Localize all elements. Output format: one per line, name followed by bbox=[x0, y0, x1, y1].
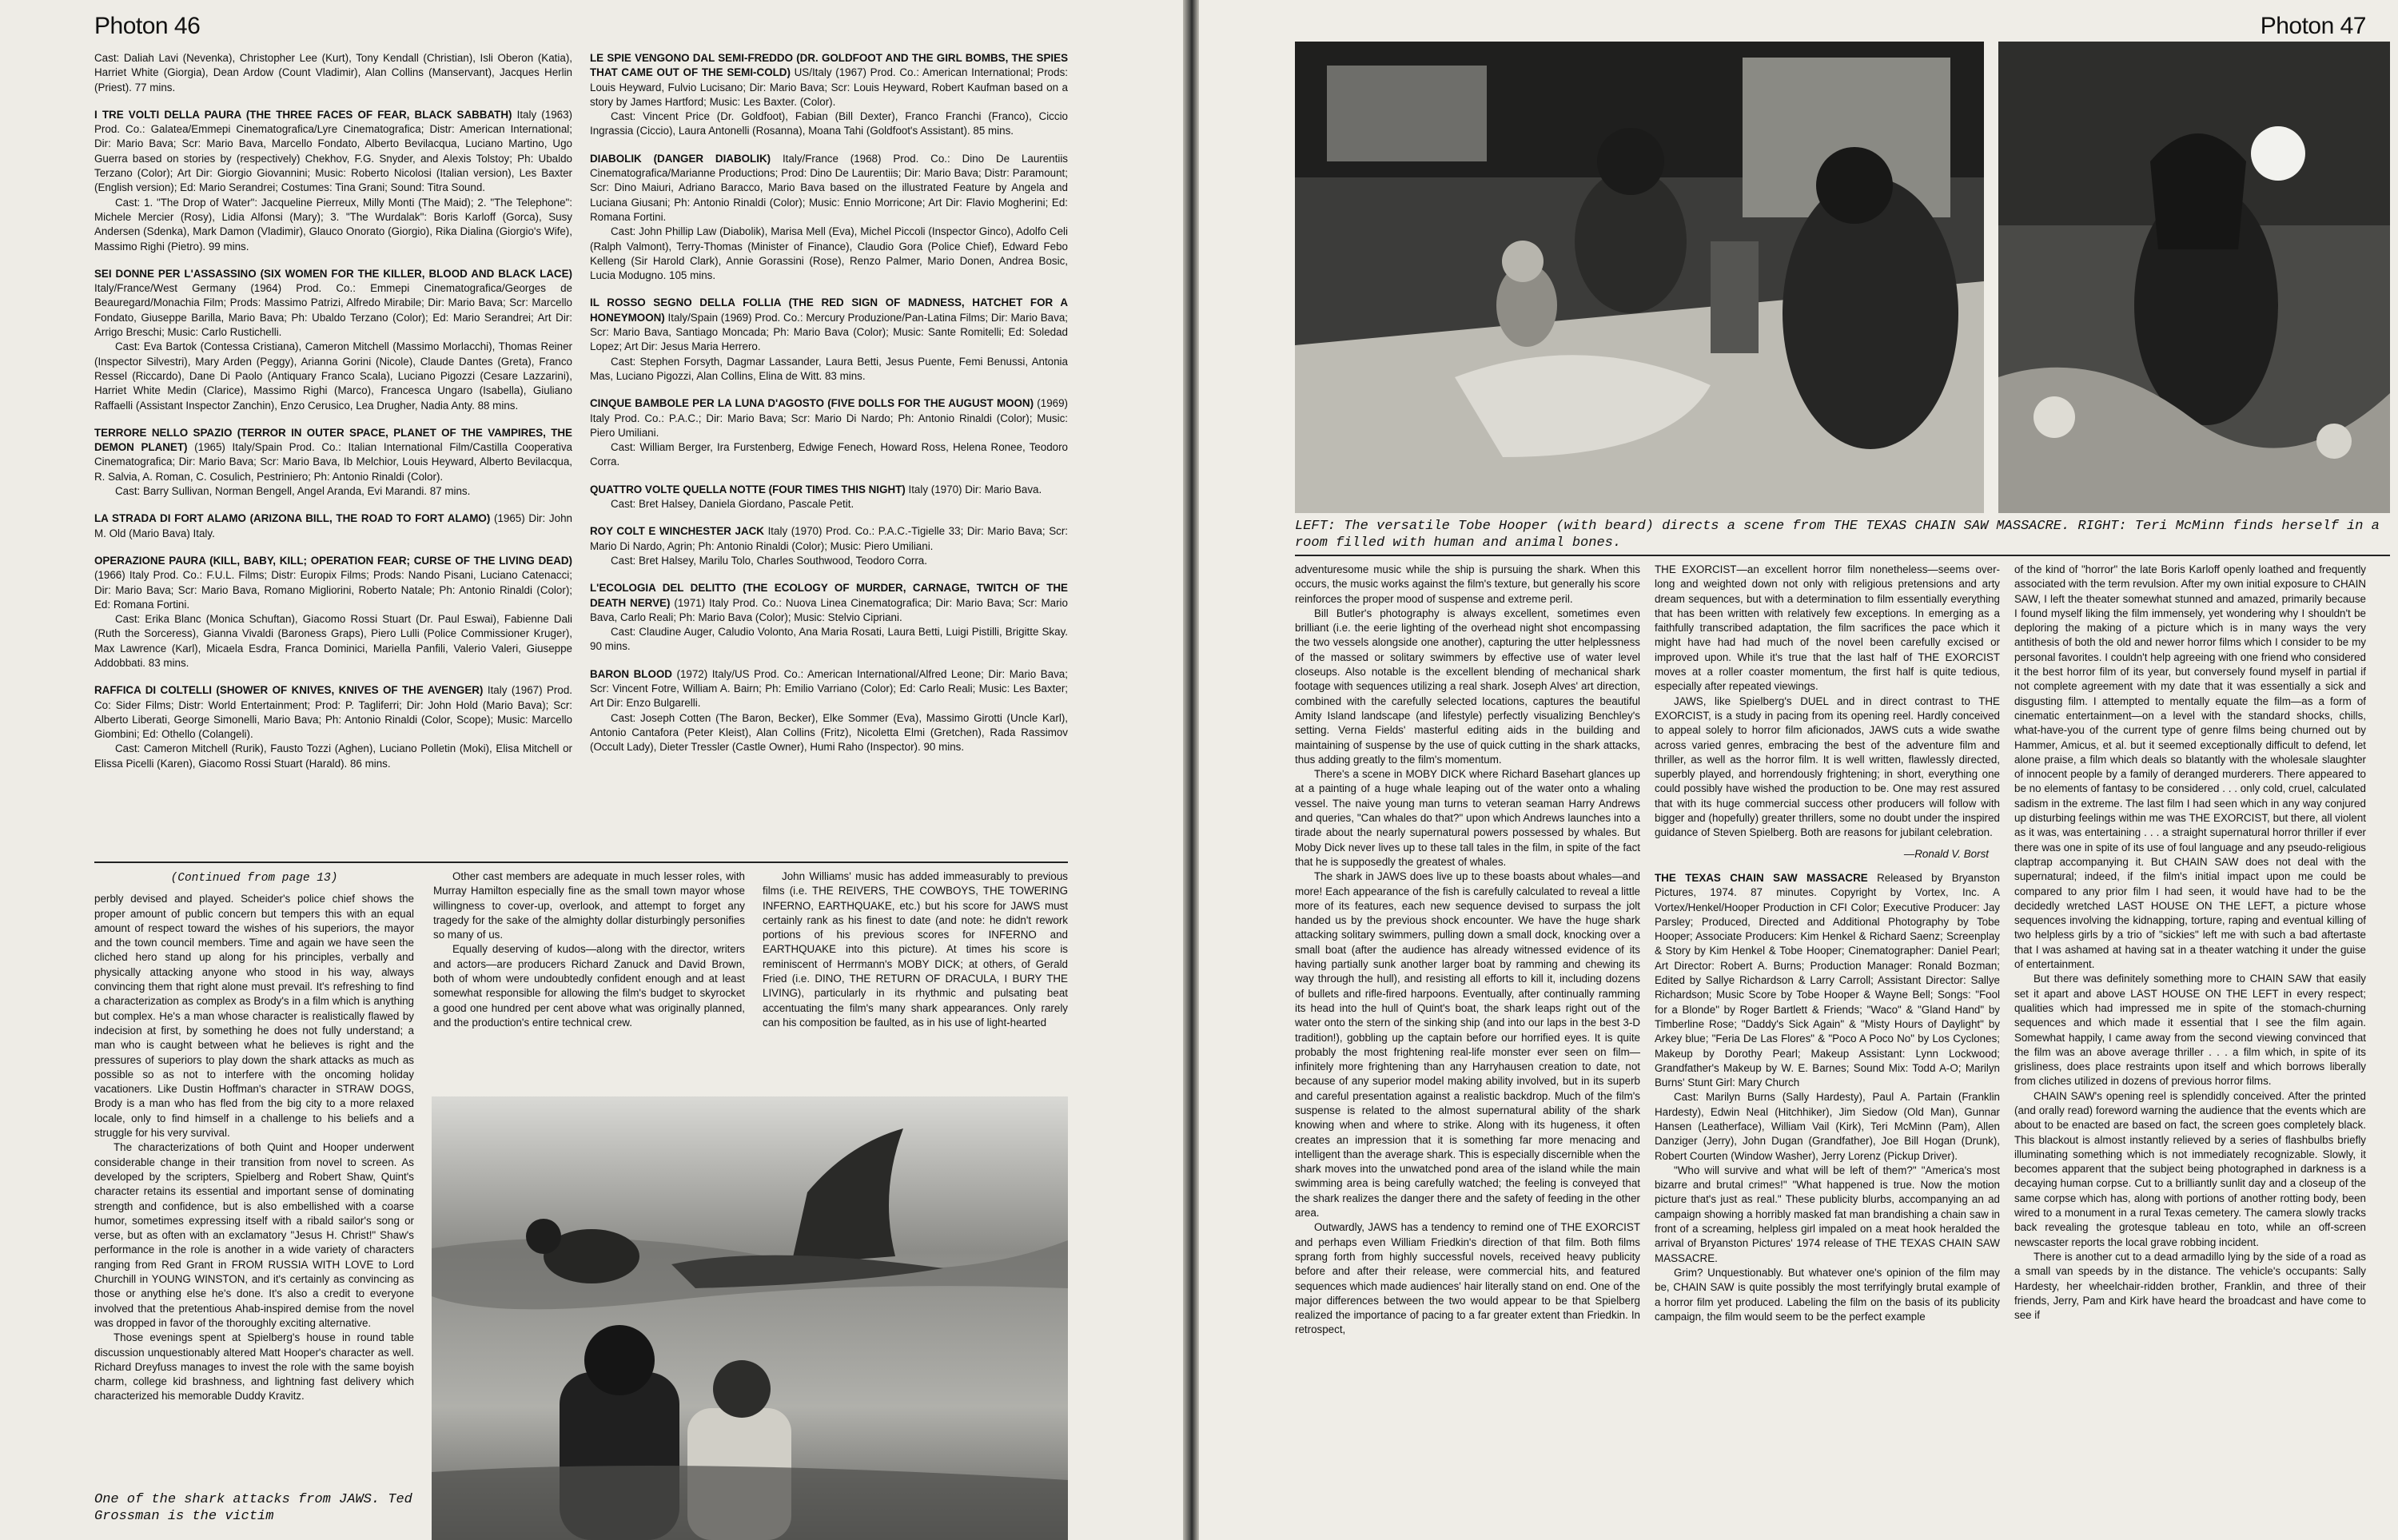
entry-body: (1969) Italy Prod. Co.: P.A.C.; Dir: Mario Bava; Scr: Mario Di Nardo; Ph: Antonio Rinaldi (Color); Music: Piero Umiliani. bbox=[590, 397, 1068, 439]
filmography-entry bbox=[94, 267, 572, 413]
filmography-entry bbox=[94, 683, 572, 771]
entry-body: Italy (1963) Prod. Co.: Galatea/Emmepi Cinematografica/Lyre Cinematografica; Distr: American International; Dir: Mario Bava; Scr: Mario Bava, Marcello Fondato, Alberto Bevilacqua, Luciano Martino, Ugo Guerra based on stories by (respectively) Chekhov, F.G. Snyder, and Alexis Tolstoy; Ph: Ubaldo Terzano (Color); Art Dir: Giorgio Giovannini; Music: Roberto Nicolosi (Italian version), Les Baxter (English version); Ed: Mario Serandrei; Costumes: Tina Grani; Sound: Titra Sound. bbox=[94, 108, 572, 194]
entry-body: Italy (1970) Prod. Co.: P.A.C.-Tigielle 33; Dir: Mario Bava; Scr: Mario Di Nardo, Agrin; Ph: Antonio Rinaldi (Color); Music: Piero Umiliani. bbox=[590, 525, 1068, 552]
paragraph: JAWS, like Spielberg's DUEL and in direct contrast to THE EXORCIST, is a study in pacing from its opening reel. Hardly conceived to appeal solely to horror film aficionados, JAWS cuts a wide swathe across varied genres, embracing the best of the adventure film and thriller, as well as the horror film. It is well written, flawlessly directed, superbly played, and horrendously frightening; in short, everything one could possibly have wished the production to be. One may rest assured that with its huge commercial success other producers will follow with bigger and (hopefully) greater thrillers, some no doubt under the inspired guidance of Steven Spielberg. Both are reasons for jubilant celebration. bbox=[1655, 694, 2000, 839]
paragraph bbox=[1655, 1090, 2000, 1163]
filmography-entry bbox=[590, 581, 1068, 654]
entry-credits bbox=[94, 108, 572, 196]
paragraph-text: Released by Bryanston Pictures, 1974. 87 minutes. Copyright by Vortex, Inc. A Vortex/Henkel/Hooper Production in CFI Color; Executive Producer: Jay Parsley; Produced, Directed and Additional Photography by Tobe Hooper; Associate Producers: Kim Henkel & Richard Saenz; Screenplay & Story by Kim Henkel & Tobe Hooper; Cinematographer: Daniel Pearl; Art Director: Robert A. Burns; Production Manager: Ronald Bozman; Edited by Sallye Richardson & Larry Carroll; Assistant Director: Sallye Richardson; Music Score by Tobe Hooper & Wayne Bell; Songs: "Fool for a Blonde" by Roger Bartlett & Friends; "Waco" & "Gland Hand" by Timberline Rose; "Daddy's Sick Again" & "Misty Hours of Daylight" by Arkey blue; "Feria De Las Flores" & "Poco A Poco No" by Los Cyclones; Makeup by Dorothy Pearl; Makeup Assistant: Lynn Lockwood; Grandfather's Makeup by W. E. Barnes; Sound Mix: Todd A-O; Marilyn Burns' Stunt Girl: Mary Church bbox=[1655, 871, 2000, 1089]
film-title: I TRE VOLTI DELLA PAURA (THE THREE FACES OF FEAR, BLACK SABBATH) bbox=[94, 108, 512, 121]
entry-body: (1971) Italy Prod. Co.: Nuova Linea Cinematografica; Dir: Mario Bava; Scr: Mario Bava, Carlo Reali; Ph: Mario Bava (Color); Music: Stelvio Cipriani. bbox=[590, 596, 1068, 623]
film-title: ROY COLT E WINCHESTER JACK bbox=[590, 525, 764, 538]
entry-credits bbox=[94, 267, 572, 340]
section-divider bbox=[1295, 555, 2390, 556]
paragraph bbox=[1655, 1266, 2000, 1324]
paragraph: The characterizations of both Quint and Hooper underwent considerable change in their transition from novel to screen. As developed by the scripters, Spielberg and Robert Shaw, Quint's character retains its essential and important sense of dominating strength and confidence, but is also embellished with a coarse humor, sometimes expressing itself with a ribald sailor's song or verse, but as often with an exclamatory "Jesus H. Christ!" Shaw's performance in the role is another in a wide variety of characters ranging from Red Grant in FROM RUSSIA WITH LOVE to Lord Churchill in YOUNG WINSTON, and it's certainly as convincing as those or anything else he's done. It's also a credit to everyone involved that the pretentious Ahab-inspired demise from the novel was dropped in favor of the thoroughly exciting alternative. bbox=[94, 1141, 414, 1329]
entry-cast: Cast: John Phillip Law (Diabolik), Marisa Mell (Eva), Michel Piccoli (Inspector Ginco), Adolfo Celi (Ralph Valmont), Terry-Thomas (Minister of Finance), Claudio Gora (Police Chief), Edward Febo Kelleng (Sir Harold Clark), Annie Gorassini (Rose), Renzo Palmer, Mario Donen, Andrea Bosic, Lucia Modugno. 105 mins. bbox=[590, 225, 1068, 282]
paragraph bbox=[1655, 1164, 2000, 1266]
paragraph: Other cast members are adequate in much lesser roles, with Murray Hamilton especially fine as the small town mayor whose willingness to cover-up, overlook, and attempt to forget any tragedy for the sake of the almighty dollar disturbingly personifies so many of us. bbox=[433, 870, 745, 941]
paragraph: Bill Butler's photography is always excellent, sometimes even brilliant (i.e. the eerie lighting of the overhead night shot encompassing the two vessels alongside one another), capturing the utter helplessness of the massed or solitary swimmers by effective use of water level closeups. Also notable is the excellent blending of mechanical shark footage with sequences utilizing a real shark. Joseph Alves' art direction, combined with the carefully selected locations, captures the beautiful Amity Island landscape (and lifestyle) perfectly visualizing Benchley's setting. Verna Fields' masterful editing aids in the building and maintaining of suspense by the use of quick cutting in the shark attacks, thus adding greatly to the film's momentum. bbox=[1295, 607, 1640, 766]
article-column-3 bbox=[2014, 563, 2366, 1530]
paragraph: THE EXORCIST—an excellent horror film nonetheless—seems over-long and weighted down not only with religious pretensions and arty dream sequences, but with a determination to film essentially everything that has been written with relatively few exceptions. In emerging as a faithfully transcribed adaptation, the film sacrifices the pace which it might have had had much of the novel been carefully excised or improved upon. While it's true that the last half of THE EXORCIST moves at a roller coaster momentum, the first half is quite tedious, especially after repeated viewings. bbox=[1655, 563, 2000, 693]
paragraph: There is another cut to a dead armadillo lying by the side of a road as a small van speeds by in the distance. The vehicle's occupants: Sally Hardesty, her wheelchair-ridden brother, Franklin, and three of their friends, Jerry, Pam and Kirk have heard the broadcast and have come to see if bbox=[2014, 1250, 2366, 1322]
paragraph: perbly devised and played. Scheider's police chief shows the proper amount of public concern but tempers this with an equal amount of respect toward the wishes of his superiors, the mayor and the town council members. Time and again we have seen the cliched hero stand up along for his principles, verbally and physically attacking anyone who stood in his way, always convincing them that right alone must prevail. It's refreshing to find a characterization as complex as Brody's in a film which is anything but complex. He's a man whose character is realistically flawed by indecision at first, by something he does not fully understand; a man who is caught between what he believes is right and the pressures of superiors to play down the shark attacks as much as possible so as not to interfere with the oncoming holiday vacationers. Like Dustin Hoffman's character in STRAW DOGS, Brody is a man who has fled from the big city to a more relaxed locale, only to find himself in a challenge to his beliefs and a struggle for his very survival. bbox=[94, 893, 414, 1140]
film-title: L'ECOLOGIA DEL DELITTO (THE ECOLOGY OF MURDER, CARNAGE, TWITCH OF THE DEATH NERVE) bbox=[590, 582, 1068, 609]
film-title: IL ROSSO SEGNO DELLA FOLLIA (THE RED SIGN OF MADNESS, HATCHET FOR A HONEYMOON) bbox=[590, 296, 1068, 324]
entry-credits bbox=[590, 396, 1068, 440]
continued-note: (Continued from page 13) bbox=[170, 872, 338, 885]
paragraph bbox=[1655, 871, 2000, 1090]
entry-credits bbox=[590, 667, 1068, 711]
filmography-entry bbox=[590, 296, 1068, 384]
paragraph-text: Grim? Unquestionably. But whatever one's opinion of the film may be, CHAIN SAW is quite possibly the most terrifyingly brutal example of a horror film yet produced. Labeling the film on the basis of its publicity campaign, the film would seem to be the perfect example bbox=[1655, 1266, 2000, 1323]
film-title: QUATTRO VOLTE QUELLA NOTTE (FOUR TIMES THIS NIGHT) bbox=[590, 483, 906, 495]
paragraph: There's a scene in MOBY DICK where Richard Basehart glances up at a painting of a huge whale leaping out of the water onto a whaling vessel. The naive young man turns to veteran seaman Harry Andrews and queries, "Can whales do that?" upon which Andrews launches into a tirade about the nearly supernatural powers possessed by whales. But Moby Dick never lives up to these tall tales in the film, in spite of the fact that he is supposedly the greatest of whales. bbox=[1295, 768, 1640, 868]
photo-caption: One of the shark attacks from JAWS. Ted Grossman is the victim bbox=[94, 1492, 412, 1524]
entry-body: Italy/France (1968) Prod. Co.: Dino De Laurentiis Cinematografica/Marianne Productions; Prod: Dino De Laurentiis; Dir: Mario Bava; Distr: Paramount; Scr: Dino Maiuri, Adriano Baracco, Mario Bava based on the illustrated Feature by Angela and Luciana Giusani; Ph: Antonio Rinaldi (Color); Music: Ennio Morricone; Art Dir: Flavio Mogherini; Ed: Romana Fortini. bbox=[590, 152, 1068, 223]
paragraph: John Williams' music has added immeasurably to previous films (i.e. THE REIVERS, THE COWBOYS, THE TOWERING INFERNO, EARTHQUAKE, etc.) but his score for JAWS must certainly rank as his finest to date (and note: he didn't rework portions of his previous scores for INFERNO and EARTHQUAKE into this picture). At times his score is reminiscent of Herrmann's MOBY DICK; at others, of Gerald Fried (i.e. DINO, THE RETURN OF DRACULA, I BURY THE LIVING), particularly in its rhythmic and pulsating beat accentuating the film's many shark appearances. Only rarely can his composition be faulted, as in his use of light-hearted bbox=[763, 870, 1068, 1029]
filmography-entry bbox=[590, 524, 1068, 568]
entry-cast: Cast: Claudine Auger, Caludio Volonto, Ana Maria Rosati, Laura Betti, Luigi Pistilli, Brigitte Skay. 90 mins. bbox=[590, 626, 1068, 653]
entry-body: Italy (1970) Dir: Mario Bava. bbox=[908, 483, 1042, 495]
entry-cast: Cast: Stephen Forsyth, Dagmar Lassander, Laura Betti, Jesus Puente, Femi Benussi, Antonia Mas, Luciano Pigozzi, Alan Collins, Elina de Witt. 83 mins. bbox=[590, 355, 1068, 382]
paragraph: CHAIN SAW's opening reel is splendidly conceived. After the printed (and orally read) foreword warning the audience that the events which are about to be enacted are based on fact, the screen goes completely black. This blackout is almost instantly relieved by a series of flashbulbs briefly illuminating something which is not immediately recognizable. Slowly, it becomes apparent that the subject being photographed in darkness is a decaying human corpse. Cut to a brilliantly sunlit day and a closeup of the same corpse which has, along with portions of another rotting body, been wired to a monument in a rural Texas cemetery. The camera slowly tracks back revealing the grotesque tableau en toto, while an off-screen newscaster reports the local grave robbing incident. bbox=[2014, 1089, 2366, 1248]
right-page bbox=[1199, 0, 2398, 1540]
film-title: THE TEXAS CHAIN SAW MASSACRE bbox=[1655, 871, 1868, 884]
paragraph-text: "Who will survive and what will be left of them?" "America's most bizarre and brutal crimes!" "What happened is true. Now the motion picture that's just as real." These publicity blurbs, accompanying an ad campaign showing a horribly masked fat man brandishing a chain saw in front of a screaming, helpless girl impaled on a meat hook heralded the arrival of Bryanston Pictures' 1974 release of THE TEXAS CHAIN SAW MASSACRE. bbox=[1655, 1164, 2000, 1264]
filmography-entry bbox=[94, 554, 572, 671]
entry-credits bbox=[94, 511, 572, 541]
entry-credits bbox=[590, 152, 1068, 225]
paragraph: Outwardly, JAWS has a tendency to remind one of THE EXORCIST and perhaps even William Friedkin's direction of that film. Both films sprang forth from highly successful novels, received heavy publicity before and after their release, were commercial hits, and featured sequences which made audiences' hair literally stand on end. One of the major differences between the two would appear to be that Spielberg realized the importance of pacing to a far greater extent than Friedkin. In retrospect, bbox=[1295, 1221, 1640, 1336]
section-divider bbox=[94, 862, 1068, 863]
film-title: OPERAZIONE PAURA (KILL, BABY, KILL; OPERATION FEAR; CURSE OF THE LIVING DEAD) bbox=[94, 554, 572, 567]
article-column-3 bbox=[763, 869, 1068, 1069]
entry-body: (1965) Dir: John M. Old (Mario Bava) Italy. bbox=[94, 512, 572, 539]
left-page bbox=[0, 0, 1183, 1540]
page-gutter bbox=[1183, 0, 1199, 1540]
entry-credits bbox=[94, 554, 572, 612]
entry-cast: Cast: William Berger, Ira Furstenberg, Edwige Fenech, Howard Ross, Helena Ronee, Teodoro Corra. bbox=[590, 441, 1068, 468]
article-column-1 bbox=[94, 868, 414, 1478]
entry-cast: Cast: Erika Blanc (Monica Schuftan), Giacomo Rossi Stuart (Dr. Paul Eswai), Fabienne Dali (Ruth the Sorceress), Gianna Vivaldi (Baroness Graps), Piero Lulli (Police Commissioner Kruger), Max Lawrence (Karl), Micaela Esdra, Franca Dominici, Mariella Panfili, Valerio Valeri, Giuseppe Addobbati. 83 mins. bbox=[94, 613, 572, 669]
entry-cast: Cast: Eva Bartok (Contessa Cristiana), Cameron Mitchell (Massimo Morlacchi), Thomas Reiner (Inspector Silvestri), Mary Arden (Peggy), Arianna Gorini (Nicole), Claude Dantes (Greta), Franco Ressel (Riccardo), Dane Di Paolo (Antiquary Franco Scala), Luciano Pigozzi (Cesare Lazzarini), Harriet White Medin (Clarice), Massimo Righi (Marco), Francesca Ungaro (Isabella), Giuliano Raffaelli (Assistant Inspector Zanchin), Enzo Cerusico, Lea Drugher, Nadia Anty. 88 mins. bbox=[94, 340, 572, 412]
article-column-2 bbox=[433, 869, 745, 1069]
paragraph-text: Cast: Marilyn Burns (Sally Hardesty), Paul A. Partain (Franklin Hardesty), Edwin Neal (Hitchhiker), Jim Siedow (Old Man), Gunnar Hansen (Leatherface), William Vail (Kirk), Teri McMinn (Pam), Allen Danziger (Jerry), John Dugan (Grandfather), Joe Bill Hogan (Drunk), Robert Courten (Window Washer), Jerry Lorenz (Pickup Driver). bbox=[1655, 1091, 2000, 1162]
entry-cast: Cast: Bret Halsey, Daniela Giordano, Pascale Petit. bbox=[611, 498, 854, 511]
page-number: Photon 46 bbox=[94, 13, 201, 39]
film-title: SEI DONNE PER L'ASSASSINO (SIX WOMEN FOR THE KILLER, BLOOD AND BLACK LACE) bbox=[94, 267, 572, 280]
entry-cast: Cast: Barry Sullivan, Norman Bengell, Angel Aranda, Evi Marandi. 87 mins. bbox=[115, 485, 471, 498]
entry-cast: Cast: Cameron Mitchell (Rurik), Fausto Tozzi (Aghen), Luciano Polletin (Moki), Elisa Mitchell or Elissa Picelli (Karen), Giacomo Rossi Stuart (Harald). 86 mins. bbox=[94, 742, 572, 770]
article-column-1 bbox=[1295, 563, 1640, 1530]
paragraph: The shark in JAWS does live up to these boasts about whales—and more! Each appearance of the fish is carefully calculated to reveal a little more of its features, each new sequence devised to surpass the jolt handed us by the previous shock encounter. We have the huge shark attacking solitary swimmers, pulling down a small dock, knocking over a small boat (after the audience has already witnessed evidence of its having partially sunk another larger boat by ramming and chewing its way through the hull), and resisting all efforts to kill it, including dozens of bullets and rifle-fired harpoons. Eventually, after continually ramming its head into the hull of Quint's boat, the shark leaps right out of the water onto the stern of the sinking ship (and into our laps in the best 3-D tradition!), gobbling up the captain before our horrified eyes. It is quite probably the most frightening real-life monster ever seen on film—infinitely more frightening than any Harryhausen creation to date, not because of any superior model making ability involved, but in its superb and careful presentation against a realistic backdrop. Much of the film's suspense is related to the almost supernatural ability of the shark knowing when and where to strike. Along with its hugeness, it often creates an impression that it is something far more menacing and intelligent than the average shark. This is especially discernible when the shark moves into the unwatched pond area of the island while the main swimming area is being carefully watched; the feeling is conveyed that the shark realizes the danger there and the safety of feeding in the other area. bbox=[1295, 870, 1640, 1220]
entry-credits bbox=[94, 426, 572, 484]
paragraph: Equally deserving of kudos—along with the director, writers and actors—are producers Richard Zanuck and David Brown, both of whom were undoubtedly confident enough and at least somewhat responsible for allowing the film's budget to skyrocket a good one hundred per cent above what was originally planned, and the production's entire technical crew. bbox=[433, 943, 745, 1029]
filmography-column-1 bbox=[94, 51, 572, 854]
film-title: RAFFICA DI COLTELLI (SHOWER OF KNIVES, KNIVES OF THE AVENGER) bbox=[94, 684, 484, 697]
entry-cast: Cast: 1. "The Drop of Water": Jacqueline Pierreux, Milly Monti (The Maid); 2. "The Telephone": Michele Mercier (Rosy), Lidia Alfonsi (Mary); 3. "The Wurdalak": Boris Karloff (Gorca), Susy Andersen (Sdenka), Mark Damon (Vladimir), Glauco Onorato (Giorgio), Rika Dialina (Giorgio's Wife), Massimo Righi (Pietro). 99 mins. bbox=[94, 196, 572, 253]
filmography-entry bbox=[94, 108, 572, 254]
entry-credits bbox=[590, 296, 1068, 354]
paragraph: adventuresome music while the ship is pursuing the shark. When this occurs, the music works against the film's texture, but generally his score reinforces the proper mood of suspense and extreme peril. bbox=[1295, 563, 1640, 605]
paragraph: Those evenings spent at Spielberg's house in round table discussion unquestionably altered Matt Hooper's character as well. Richard Dreyfuss manages to invest the role with the same boyish charm, college kid brashness, and lightning fast delivery which characterized his memorable Duddy Kravitz. bbox=[94, 1331, 414, 1403]
filmography-entry bbox=[590, 51, 1068, 139]
entry-credits bbox=[590, 51, 1068, 109]
entry-credits bbox=[94, 51, 572, 95]
jaws-shark-photo bbox=[432, 1096, 1068, 1540]
entry-credits bbox=[590, 483, 1068, 497]
entry-body: Italy/France/West Germany (1964) Prod. Co.: Emmepi Cinematografica/Georges de Beauregard/Monachia Film; Prods: Massimo Patrizi, Alfredo Mirabile; Dir: Mario Bava; Scr: Marcello Fondato, Giuseppe Barilla, Mario Bava; Ph: Ubaldo Terzano (Color); Ed: Mario Serandrei; Art Dir: Arrigo Breschi; Music: Carlo Rustichelli. bbox=[94, 282, 572, 339]
entry-body: Italy (1967) Prod. Co: Sider Films; Distr: World Entertainment; Prod: P. Tagliferri; Dir: John Hold (Mario Bava); Scr: Alberto Liberati, George Simonelli, Mario Bava; Ph: Antonio Rinaldi (Color, Scope); Music: Marcello Giombini; Ed: Othello (Colangeli). bbox=[94, 684, 572, 741]
film-title: LA STRADA DI FORT ALAMO (ARIZONA BILL, THE ROAD TO FORT ALAMO) bbox=[94, 512, 491, 525]
filmography-column-2 bbox=[590, 51, 1068, 854]
filmography-entry bbox=[94, 426, 572, 499]
filmography-entry bbox=[590, 152, 1068, 284]
filmography-entry bbox=[94, 51, 572, 95]
entry-credits bbox=[590, 524, 1068, 554]
film-title: DIABOLIK (DANGER DIABOLIK) bbox=[590, 152, 771, 165]
film-title: LE SPIE VENGONO DAL SEMI-FREDDO (DR. GOLDFOOT AND THE GIRL BOMBS, THE SPIES THAT CAME OUT OF THE SEMI-COLD) bbox=[590, 52, 1068, 79]
paragraph: of the kind of "horror" the late Boris Karloff openly loathed and frequently associated with the term revulsion. After my own initial exposure to CHAIN SAW, I left the theater somewhat stunned and amazed, primarily because I found myself liking the film immensely, yet wondering why I shouldn't be deploring the making of a picture which is in many ways the very antithesis of both the old and newer horror films which I consider to be my personal favorites. I couldn't help agreeing with one friend who considered it the best horror film of its year, but conversely found myself in partial if not complete agreement with my date that it was essentially a sick and disgusting film. I attempted to mentally equate the film—as a form of cinematic entertainment—on a level with the standard shocks, chills, what-have-you of the current type of genre films being churned out by Hammer, Amicus, et al. but it seemed exceptionally difficult to defend, let alone praise, a film which deals so blatantly with the wholesale slaughter of innocent people by a family of deranged murderers. There appeared to be no elements of fantasy to be considered . . . only cold, cruel, calculated sadism in the extreme. The last film I had seen which in any way conjured up disturbing feelings within me was THE EXORCIST, but there, all violent as it was, was entertaining . . . a straight supernatural horror thriller if ever there was one in spite of its use of foul language and any pseudo-religious claptrap accompanying it. But CHAIN SAW does not deal with the supernatural; indeed, if the film's initial impact upon me could be compared to any prior film I had seen, it would have had to be the decidedly wretched LAST HOUSE ON THE LEFT, a picture whose sequences involving the kidnapping, torture, raping and eventual killing of two helpless girls by a trio of "sickies" left me with such a bad aftertaste that I was ashamed at having sat in a theater watching it under the guise of entertainment. bbox=[2014, 563, 2366, 971]
entry-cast: Cast: Vincent Price (Dr. Goldfoot), Fabian (Bill Dexter), Franco Franchi (Franco), Ciccio Ingrassia (Ciccio), Laura Antonelli (Rosanna), Moana Tahi (Goldfoot's Assistant). 85 mins. bbox=[590, 110, 1068, 137]
author-signature: —Ronald V. Borst bbox=[1903, 847, 1989, 860]
entry-cast: Cast: Joseph Cotten (The Baron, Becker), Elke Sommer (Eva), Massimo Girotti (Uncle Karl), Antonio Cantafora (Peter Kleist), Alan Collins (Fritz), Nicoletta Elmi (Gretchen), Rada Rassimov (Occult Lady), Dieter Tressler (Castle Owner), Humi Raho (Inspector). 90 mins. bbox=[590, 711, 1068, 754]
paragraph: But there was definitely something more to CHAIN SAW that easily set it apart and above LAST HOUSE ON THE LEFT in every respect; qualities which had impressed me in spite of the stomach-churning sequences and which made it essential that I see the film again. Somewhat happily, I came away from the second viewing convinced that the film was an above average thriller . . . a film which, in spite of its grisliness, does place restraints upon itself and which borrows liberally from cliches utilized in dozens of previous horror films. bbox=[2014, 973, 2366, 1088]
chainsaw-set-photo bbox=[1295, 42, 1984, 513]
page-number: Photon 47 bbox=[2260, 13, 2366, 39]
entry-body: (1965) Italy/Spain Prod. Co.: Italian International Film/Castilla Cooperativa Cinematografica; Dir: Mario Bava; Scr: Mario Bava, Ib Melchior, Louis Heyward, Alberto Bevilacqua, R. Salvia, A. Roman, C. Cosulich, Pestriniero; Ph: Antonio Rinaldi (Color). bbox=[94, 441, 572, 483]
entry-body: Italy/Spain (1969) Prod. Co.: Mercury Produzione/Pan-Latina Films; Dir: Mario Bava; Scr: Mario Bava, Santiago Moncada; Ph: Mario Bava (Color); Music: Sante Romitelli; Ed: Soledad Lopez; Art Dir: Jesus Maria Herrero. bbox=[590, 311, 1068, 353]
photo-caption: LEFT: The versatile Tobe Hooper (with beard) directs a scene from THE TEXAS CHAIN SAW MASSACRE. RIGHT: Teri McMinn finds herself in a room filled with human and animal bones. bbox=[1295, 519, 2380, 551]
filmography-entry bbox=[590, 396, 1068, 469]
film-title: CINQUE BAMBOLE PER LA LUNA D'AGOSTO (FIVE DOLLS FOR THE AUGUST MOON) bbox=[590, 397, 1034, 410]
entry-body: US/Italy (1967) Prod. Co.: American International; Prods: Louis Heyward, Fulvio Lucisano; Dir: Mario Bava; Scr: Louis Heyward, Robert Kaufman based on a story by James Hartford; Music: Les Baxter. (Color). bbox=[590, 66, 1068, 108]
entry-body: Cast: Daliah Lavi (Nevenka), Christopher Lee (Kurt), Tony Kendall (Christian), Isli Oberon (Katia), Harriet White (Giorgia), Dean Ardow (Count Vladimir), Alan Collins (Manservant), Jacques Herlin (Priest). 77 mins. bbox=[94, 52, 572, 94]
filmography-entry bbox=[590, 667, 1068, 755]
entry-body: (1972) Italy/US Prod. Co.: American International/Alfred Leone; Dir: Mario Bava; Scr: Vincent Fotre, William A. Bairn; Ph: Emilio Varriano (Color); Ed: Carlo Reali; Music: Les Baxter; Art Dir: Enzo Bulgarelli. bbox=[590, 667, 1068, 710]
entry-credits bbox=[94, 683, 572, 742]
entry-body: (1966) Italy Prod. Co.: F.U.L. Films; Distr: Europix Films; Prods: Nando Pisani, Luciano Catenacci; Dir: Mario Bava; Scr: Mario Bava, Romano Migliorini, Roberto Natale; Ph: Antonio Rinaldi (Color); Ed: Romana Fortini. bbox=[94, 569, 572, 611]
teri-mcminn-photo bbox=[1998, 42, 2390, 513]
film-title: BARON BLOOD bbox=[590, 667, 672, 680]
entry-cast: Cast: Bret Halsey, Marilu Tolo, Charles Southwood, Teodoro Corra. bbox=[611, 554, 927, 567]
film-title: TERRORE NELLO SPAZIO (TERROR IN OUTER SPACE, PLANET OF THE VAMPIRES, THE DEMON PLANET) bbox=[94, 426, 572, 454]
filmography-entry bbox=[590, 483, 1068, 512]
article-column-2 bbox=[1655, 563, 2000, 1530]
filmography-entry bbox=[94, 511, 572, 541]
entry-credits bbox=[590, 581, 1068, 625]
